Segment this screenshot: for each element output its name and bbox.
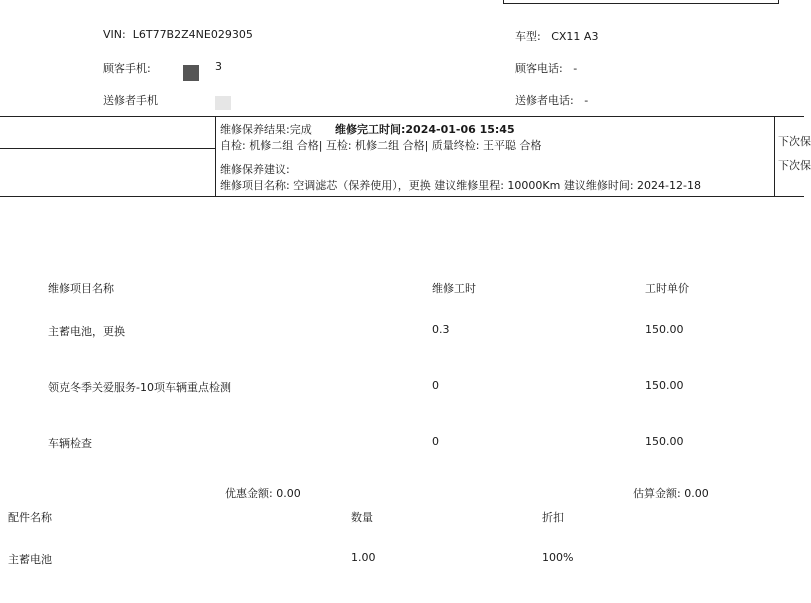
top-border	[503, 3, 778, 4]
top-divider-right	[778, 0, 779, 4]
complete-time-label: 维修完工时间:	[335, 123, 406, 136]
inspection-checks: 自检: 机修二组 合格| 互检: 机修二组 合格| 质量终检: 王平聪 合格	[220, 139, 542, 152]
sender-phone-label: 送修者手机	[103, 94, 158, 107]
parts-row-1-qty: 1.00	[351, 551, 376, 564]
labor-row-3-hours: 0	[432, 435, 439, 448]
top-divider	[503, 0, 504, 4]
status-box-mid-left	[0, 148, 215, 149]
customer-phone-label: 顾客手机:	[103, 62, 151, 75]
parts-row-1-name: 主蓄电池	[8, 553, 52, 566]
labor-row-2-name: 领克冬季关爱服务-10项车辆重点检测	[48, 381, 231, 394]
vin-field	[103, 28, 253, 41]
model-label: 车型:	[515, 30, 541, 43]
suggestion-label: 维修保养建议:	[220, 163, 290, 176]
labor-row-2-price: 150.00	[645, 379, 684, 392]
customer-tel-value: -	[573, 62, 578, 75]
labor-row-2-hours: 0	[432, 379, 439, 392]
customer-phone-field	[103, 60, 151, 76]
redaction-block	[183, 65, 199, 81]
labor-col-name: 维修项目名称	[48, 282, 114, 295]
complete-time-value: 2024-01-06 15:45	[405, 123, 515, 136]
redaction-block-light	[215, 96, 231, 110]
customer-tel-label: 顾客电话:	[515, 62, 563, 75]
result-value: 完成	[289, 123, 312, 136]
complete-time-field	[335, 121, 515, 137]
status-box-divider-right	[774, 116, 775, 197]
model-value: CX11 A3	[551, 30, 599, 43]
labor-col-hours: 维修工时	[432, 282, 476, 295]
discount-field	[225, 485, 301, 501]
sender-tel-value: -	[584, 94, 589, 107]
discount-label: 优惠金额:	[225, 487, 273, 500]
next-service-1: 下次保	[778, 135, 811, 148]
sender-phone-field	[103, 92, 158, 108]
vin-value: L6T77B2Z4NE029305	[132, 28, 253, 41]
parts-col-name: 配件名称	[8, 511, 52, 524]
parts-col-qty: 数量	[351, 511, 373, 524]
estimate-label: 估算金额:	[633, 487, 681, 500]
sender-tel-label: 送修者电话:	[515, 94, 574, 107]
result-label: 维修保养结果:	[220, 123, 290, 136]
status-box-top	[0, 116, 804, 117]
customer-phone-value: 3	[215, 60, 222, 73]
labor-row-1-hours: 0.3	[432, 323, 450, 336]
discount-value: 0.00	[276, 487, 301, 500]
labor-row-3-name: 车辆检查	[48, 437, 92, 450]
result-field	[220, 121, 312, 137]
parts-row-1-discount: 100%	[542, 551, 574, 564]
status-box-divider-left	[215, 116, 216, 197]
labor-row-1-name: 主蓄电池，更换	[48, 325, 125, 338]
next-service-2: 下次保	[778, 159, 811, 172]
sender-tel-field	[515, 92, 588, 108]
status-box-bottom	[0, 196, 804, 197]
estimate-field	[633, 485, 709, 501]
labor-col-price: 工时单价	[645, 282, 689, 295]
parts-col-discount: 折扣	[542, 511, 564, 524]
customer-tel-field	[515, 60, 577, 76]
labor-row-1-price: 150.00	[645, 323, 684, 336]
estimate-value: 0.00	[684, 487, 709, 500]
labor-row-3-price: 150.00	[645, 435, 684, 448]
suggestion-text: 维修项目名称: 空调滤芯（保养使用），更换 建议维修里程: 10000Km 建议维修时间: 2024-12-18	[220, 179, 701, 192]
vin-label: VIN:	[103, 28, 126, 41]
model-field	[515, 28, 598, 44]
